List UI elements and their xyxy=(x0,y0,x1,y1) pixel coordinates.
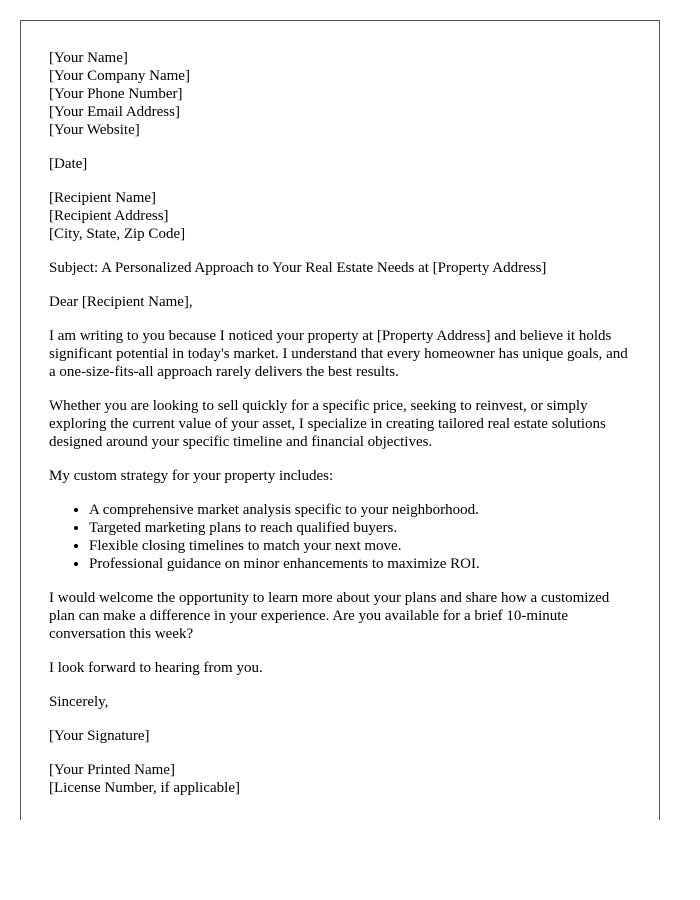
intro-paragraph: I am writing to you because I noticed your property at [Property Address] and believe it holds significant potential in today's market. I understand that every homeowner has unique goals, and a one-size-fits-all approach rarely delivers the best results. xyxy=(49,328,628,380)
salutation: Dear [Recipient Name], xyxy=(49,294,193,310)
strategy-list xyxy=(49,501,629,573)
recipient-block xyxy=(49,189,629,243)
printed-name: [Your Printed Name] xyxy=(49,762,175,778)
license-number: [License Number, if applicable] xyxy=(49,780,240,796)
list-item: • A comprehensive market analysis specific to your neighborhood. xyxy=(89,501,629,519)
signature: [Your Signature] xyxy=(49,728,150,744)
strategy-intro: My custom strategy for your property includes: xyxy=(49,468,334,484)
recipient-name: [Recipient Name] xyxy=(49,190,157,206)
sender-email: [Your Email Address] xyxy=(49,104,180,120)
recipient-city-state-zip: [City, State, Zip Code] xyxy=(49,226,186,242)
sender-website: [Your Website] xyxy=(49,122,140,138)
invitation-paragraph: I would welcome the opportunity to learn more about your plans and share how a customized plan can make a difference in your experience. Are you available for a brief 10-minute conversation this week? xyxy=(49,590,610,642)
sender-phone: [Your Phone Number] xyxy=(49,86,183,102)
signoff: Sincerely, xyxy=(49,694,109,710)
sender-company: [Your Company Name] xyxy=(49,68,190,84)
list-item: • Professional guidance on minor enhancements to maximize ROI. xyxy=(89,555,629,573)
letter-date: [Date] xyxy=(49,156,88,172)
recipient-address: [Recipient Address] xyxy=(49,208,169,224)
closing-paragraph: I look forward to hearing from you. xyxy=(49,660,263,676)
list-item: • Targeted marketing plans to reach qualified buyers. xyxy=(89,519,629,537)
letter-body xyxy=(49,49,629,813)
services-paragraph: Whether you are looking to sell quickly for a specific price, seeking to reinvest, or simply exploring the current value of your asset, I specialize in creating tailored real estate solutions designed around your specific timeline and financial objectives. xyxy=(49,398,606,450)
list-item: • Flexible closing timelines to match your next move. xyxy=(89,537,629,555)
letter-page xyxy=(20,20,660,820)
signer-block xyxy=(49,761,629,797)
sender-name: [Your Name] xyxy=(49,50,128,66)
date-block xyxy=(49,155,629,173)
subject-line: Subject: A Personalized Approach to Your Real Estate Needs at [Property Address] xyxy=(49,260,547,276)
sender-block xyxy=(49,49,629,139)
